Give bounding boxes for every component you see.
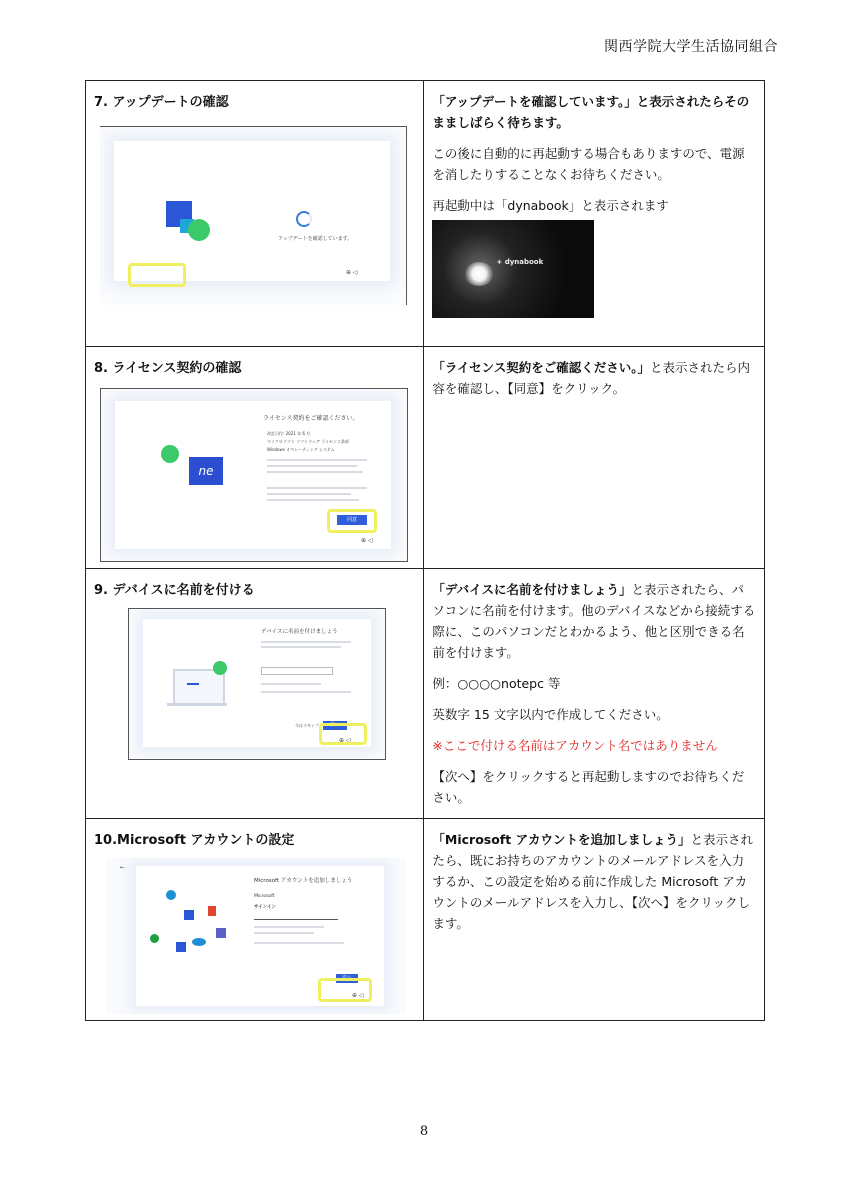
screenshot-update-check xyxy=(86,118,423,338)
body-text-2: 再起動中は「dynabook」と表示されます xyxy=(432,198,669,213)
shot-title: デバイスに名前を付けましょう xyxy=(261,629,338,635)
highlight-box xyxy=(318,978,372,1002)
shot-line: マイクロソフト ソフトウェア ライセンス条項 xyxy=(267,439,349,444)
step-title: 7. アップデートの確認 xyxy=(94,95,229,110)
shot-status-text: アップデートを確認しています。 xyxy=(278,236,353,242)
teams-icon xyxy=(216,928,226,938)
dynabook-boot-image xyxy=(432,220,594,318)
screenshot-device-name xyxy=(86,606,423,786)
device-name-field xyxy=(261,667,333,675)
step-9-left xyxy=(86,569,424,819)
screenshot-ms-account xyxy=(86,856,423,1020)
lead-text: と表示されたら、既にお持ちのアカウントのメールアドレスを入力するか、この設定を始める前に作成した Microsoft アカウントのメールアドレスを入力し、【次へ】をクリックします。 xyxy=(432,832,753,931)
pen-icon: ne xyxy=(189,457,223,485)
warning-text: ※ここで付ける名前はアカウント名ではありません xyxy=(432,738,718,753)
xbox-icon xyxy=(150,934,159,943)
step-7-right xyxy=(424,81,765,347)
store-icon xyxy=(176,942,186,952)
steps-table xyxy=(85,80,765,1021)
back-arrow-icon[interactable]: ← xyxy=(120,864,126,871)
shot-signin: サインイン xyxy=(254,905,276,910)
step-8-right xyxy=(424,347,765,569)
lead-text: 「アップデートを確認しています。」と表示されたらそのまましばらく待ちます。 xyxy=(432,94,750,130)
step-title: 10.Microsoft アカウントの設定 xyxy=(94,833,295,848)
highlight-box xyxy=(327,509,377,533)
body-text: この後に自動的に再起動する場合もありますので、電源を消したりすることなくお待ちください。 xyxy=(432,146,745,182)
dynabook-logo: + dynabook xyxy=(496,258,544,266)
agree-button[interactable]: 同意 xyxy=(337,515,367,525)
step-9-right xyxy=(424,569,765,819)
next-text: 【次へ】をクリックすると再起動しますのでお待ちください。 xyxy=(432,769,745,805)
step-title: 8. ライセンス契約の確認 xyxy=(94,361,242,376)
step-10-left xyxy=(86,819,424,1021)
lead-bold-text: 「デバイスに名前を付けましょう」 xyxy=(432,582,632,597)
shot-line: Windows オペレーティング システム xyxy=(267,447,335,452)
lead-text: と表示されたら、パソコンに名前を付けます。他のデバイスなどから接続する際に、このパソコンだとわかるよう、他と区別できる名前を付けます。 xyxy=(432,582,756,660)
highlight-box xyxy=(128,263,186,287)
rule-text: 英数字 15 文字以内で作成してください。 xyxy=(432,707,669,722)
step-7-left xyxy=(86,81,424,347)
next-button[interactable]: 次へ xyxy=(323,721,347,730)
header-organization: 関西学院大学生活協同組合 xyxy=(604,39,778,55)
screenshot-license xyxy=(86,384,423,568)
example-text: 例：○○○○notepc 等 xyxy=(432,676,561,691)
edge-icon xyxy=(166,890,176,900)
office-icon xyxy=(208,906,216,916)
step-title: 9. デバイスに名前を付ける xyxy=(94,583,255,598)
step-row-8 xyxy=(86,347,765,569)
screen-frame: ne ライセンス契約をご確認ください。 改訂日付: 2021 年 6 月 マイクロソフト ソフトウェア ライセンス条項 Windows オペレーティング システム 同意 ⊕ ◁ xyxy=(100,388,408,562)
step-row-10 xyxy=(86,819,765,1021)
outlook-icon xyxy=(184,910,194,920)
page-number: 8 xyxy=(419,1124,429,1139)
email-field xyxy=(254,914,338,920)
screen-frame: アップデートを確認しています。 ⊕ ◁ xyxy=(100,126,407,305)
screen-frame: ← Microsoft アカウントを追加しましょう Microsoft サインイン 次へ ⊕ ◁ xyxy=(106,858,406,1014)
screen-frame: デバイスに名前を付けましょう 今はスキップ 次へ ⊕ ◁ xyxy=(128,608,386,760)
step-10-right xyxy=(424,819,765,1021)
lead-bold-text: 「ライセンス契約をご確認ください。」 xyxy=(432,360,651,375)
step-row-7 xyxy=(86,81,765,347)
skip-link[interactable]: 今はスキップ xyxy=(295,723,319,728)
step-row-9 xyxy=(86,569,765,819)
loading-spinner-icon xyxy=(296,211,312,227)
lead-text: と表示されたら内容を確認し、【同意】をクリック。 xyxy=(432,360,751,396)
highlight-box xyxy=(319,723,367,745)
shot-brand: Microsoft xyxy=(254,894,275,899)
onedrive-icon xyxy=(192,938,206,946)
next-button[interactable]: 次へ xyxy=(336,974,358,983)
step-8-left xyxy=(86,347,424,569)
shot-title: ライセンス契約をご確認ください。 xyxy=(263,415,359,422)
shot-title: Microsoft アカウントを追加しましょう xyxy=(254,878,353,884)
shot-line: 改訂日付: 2021 年 6 月 xyxy=(267,431,311,436)
lead-bold-text: 「Microsoft アカウントを追加しましょう」 xyxy=(432,832,691,847)
